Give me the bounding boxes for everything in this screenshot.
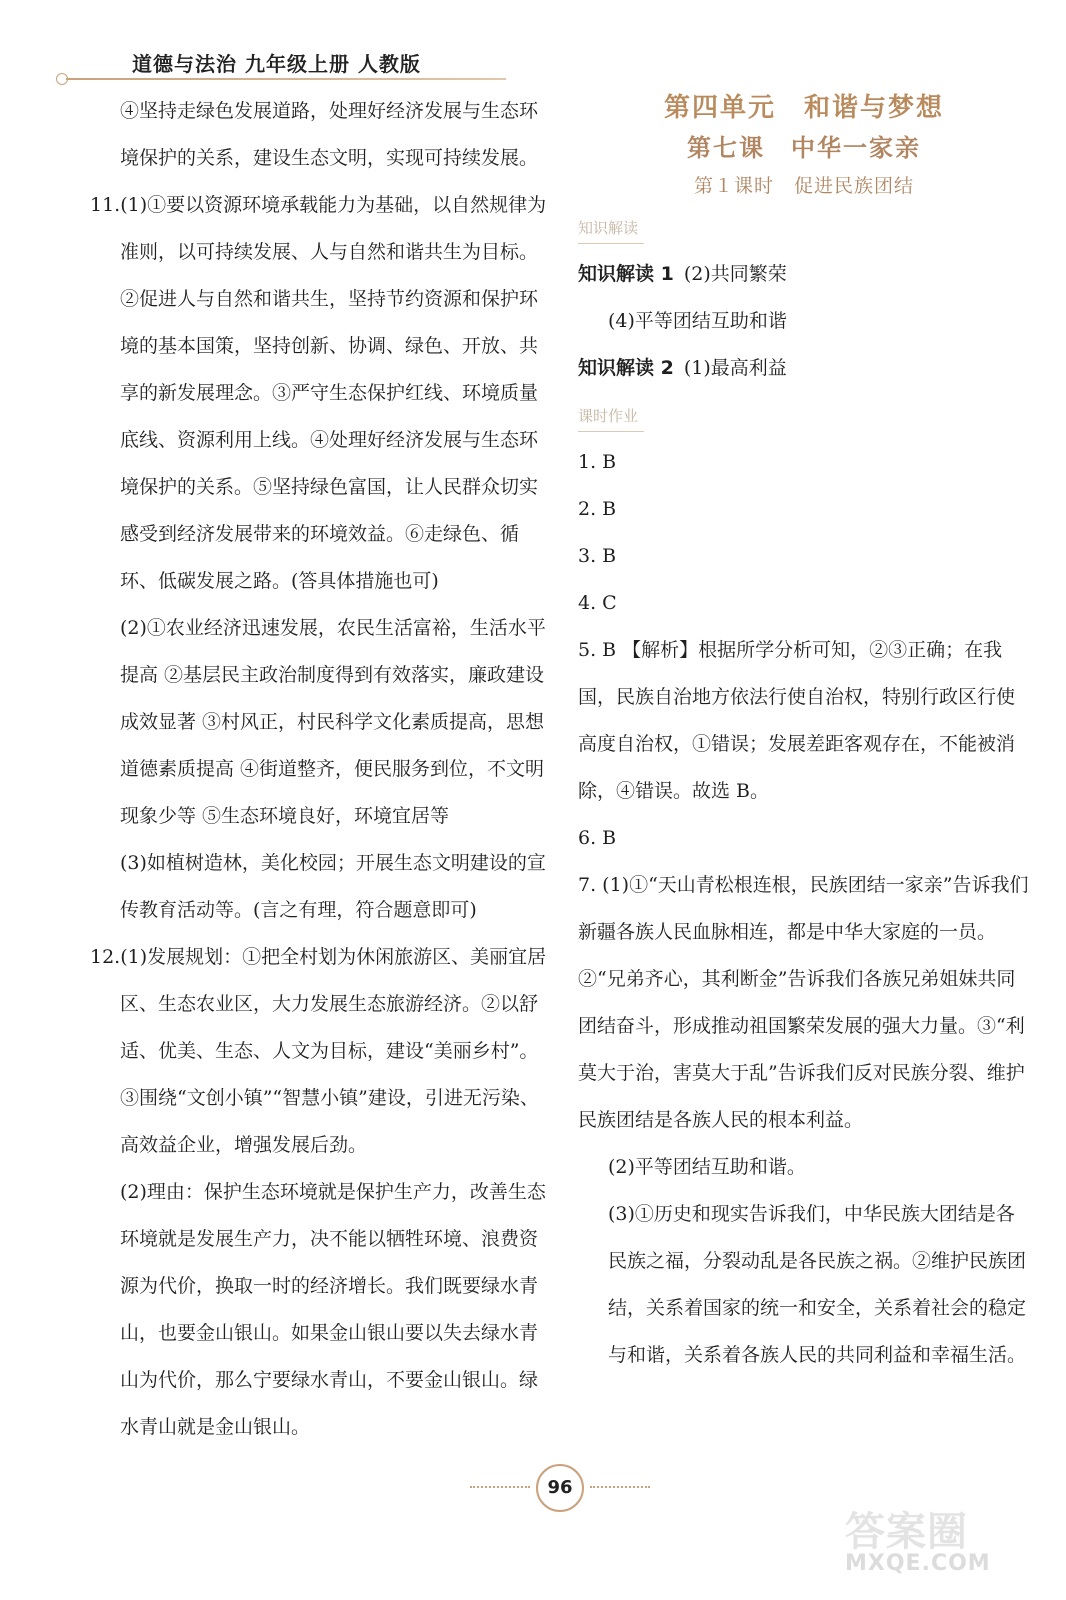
book-title: 道德与法治 九年级上册 人教版 (132, 52, 421, 76)
knowledge-label: 知识解读 2 (578, 357, 674, 379)
watermark (845, 1500, 991, 1576)
lesson-title: 第七课 中华一家亲 (687, 134, 921, 162)
page-number: 96 (536, 1464, 584, 1512)
watermark-url: MXQE.COM (845, 1551, 991, 1576)
period-title: 第１课时 促进民族团结 (693, 175, 914, 197)
answer-paragraph: (2)理由：保护生态环境就是保护生产力，改善生态环境就是发展生产力，决不能以牺牲环境、浪费资源为代价，换取一时的经济增长。我们既要绿水青山，也要金山银山。如果金山银山要以失去绿水青山为代价，那么宁要绿水青山，不要金山银山。绿水青山就是金山银山。 (120, 1181, 546, 1438)
watermark-brand: 答案圈 (845, 1509, 968, 1555)
answer-paragraph: (2)①农业经济迅速发展，农民生活富裕，生活水平提高 ②基层民主政治制度得到有效落实，廉政建设成效显著 ③村风正，村民科学文化素质提高，思想道德素质提高 ④街道整齐，便民服务到位，不文明现象少等 ⑤生态环境良好，环境宜居等 (120, 617, 546, 827)
answer-paragraph: ④坚持走绿色发展道路，处理好经济发展与生态环境保护的关系，建设生态文明，实现可持续发展。 (120, 100, 539, 169)
page-header (56, 44, 506, 84)
left-column (90, 88, 550, 1451)
footer-rule (470, 1486, 530, 1488)
page-footer (470, 1462, 650, 1512)
answer-paragraph: 12.(1)发展规划：①把全村划为休闲旅游区、美丽宜居区、生态农业区，大力发展生态旅游经济。②以舒适、优美、生态、人文为目标，建设“美丽乡村”。③围绕“文创小镇”“智慧小镇”建设，引进无污染、高效益企业，增强发展后劲。 (90, 946, 547, 1156)
knowledge-item (578, 251, 1030, 298)
knowledge-item (578, 345, 1030, 392)
answer-paragraph: (3)如植树造林，美化校园；开展生态文明建设的宣传教育活动等。(言之有理，符合题意即可) (120, 852, 546, 921)
section-heading-homework: 课时作业 (578, 401, 644, 432)
knowledge-label: 知识解读 1 (578, 263, 674, 285)
knowledge-text: (2)共同繁荣 (683, 263, 787, 285)
right-column (578, 88, 1030, 1379)
unit-title: 第四单元 和谐与梦想 (663, 93, 944, 123)
answer-item: 7. (1)①“天山青松根连根，民族团结一家亲”告诉我们新疆各族人民血脉相连，都是中华大家庭的一员。②“兄弟齐心，其利断金”告诉我们各族兄弟姐妹共同团结奋斗，形成推动祖国繁荣发展的强大力量。③“利莫大于治，害莫大于乱”告诉我们反对民族分裂、维护民族团结是各族人民的根本利益。 (578, 874, 1029, 1131)
section-heading-knowledge: 知识解读 (578, 213, 644, 244)
answer-item: 3. B (578, 545, 617, 567)
answer-item: (3)①历史和现实告诉我们，中华民族大团结是各民族之福，分裂动乱是各民族之祸。②维护民族团结，关系着国家的统一和安全，关系着社会的稳定与和谐，关系着各族人民的共同利益和幸福生活。 (608, 1203, 1027, 1366)
answer-item: 4. C (578, 592, 617, 614)
footer-rule (590, 1486, 650, 1488)
knowledge-text: (4)平等团结互助和谐 (608, 310, 787, 332)
answer-item: 5. B 【解析】根据所学分析可知，②③正确；在我国，民族自治地方依法行使自治权，特别行政区行使高度自治权，①错误；发展差距客观存在，不能被消除，④错误。故选 B。 (578, 639, 1016, 802)
answer-item: 6. B (578, 827, 617, 849)
answer-item: 1. B (578, 451, 617, 473)
header-rule (66, 78, 506, 80)
answer-item: 2. B (578, 498, 617, 520)
answer-item: (2)平等团结互助和谐。 (608, 1156, 806, 1178)
knowledge-item (578, 298, 1030, 345)
answer-paragraph: 11.(1)①要以资源环境承载能力为基础，以自然规律为准则，以可持续发展、人与自然和谐共生为目标。②促进人与自然和谐共生，坚持节约资源和保护环境的基本国策，坚持创新、协调、绿色、开放、共享的新发展理念。③严守生态保护红线、环境质量底线、资源利用上线。④处理好经济发展与生态环境保护的关系。⑤坚持绿色富国，让人民群众切实感受到经济发展带来的环境效益。⑥走绿色、循环、低碳发展之路。(答具体措施也可) (90, 194, 547, 592)
knowledge-text: (1)最高利益 (683, 357, 787, 379)
